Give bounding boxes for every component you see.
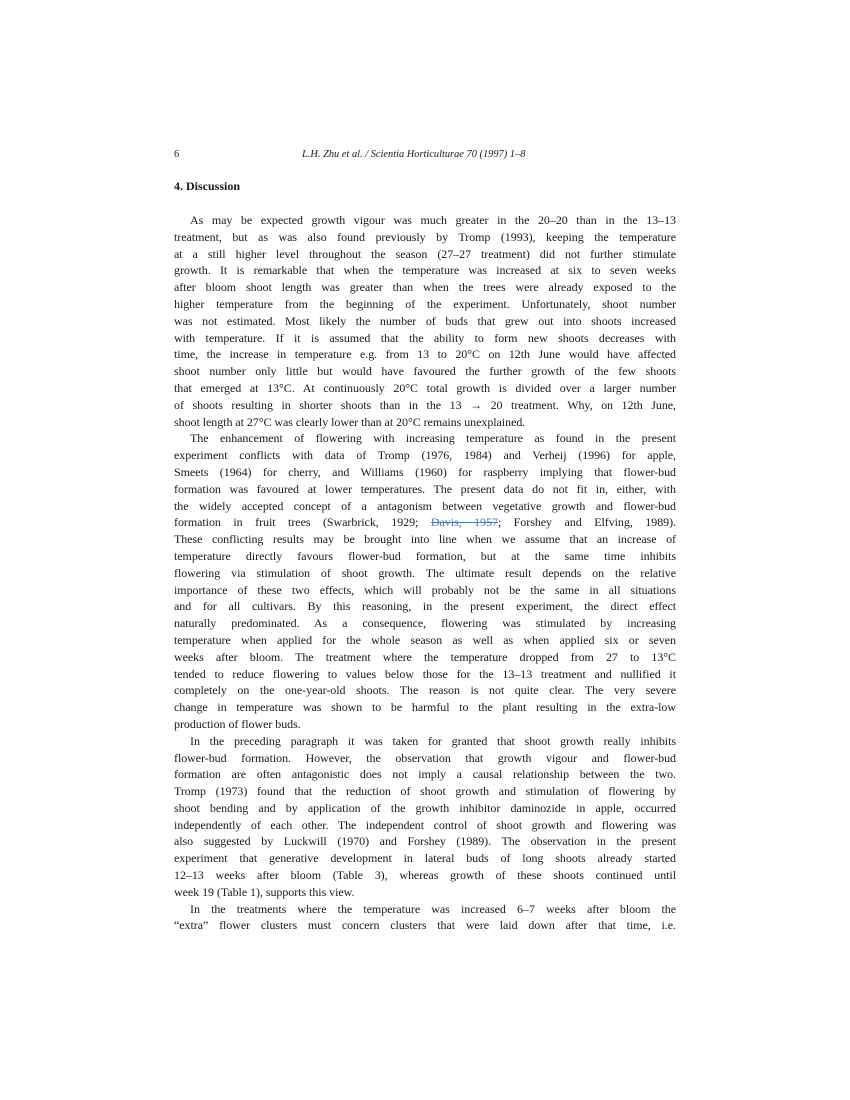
- line-text: As may be expected growth vigour was much greater in the 20–20 than in the 13–13: [190, 213, 676, 227]
- line-text: temperature when applied for the whole season as well as when applied six or seven: [174, 632, 676, 647]
- text-line: [174, 246, 676, 263]
- line-text: with temperature. If it is assumed that the ability to form new shoots decreases with: [174, 330, 676, 345]
- line-text: also suggested by Luckwill (1970) and Forshey (1989). The observation in the present: [174, 834, 676, 849]
- text-line: [174, 582, 676, 599]
- line-text: tended to reduce flowering to values below those for the 13–13 treatment and nullified it: [174, 666, 676, 681]
- text-line: [174, 901, 676, 918]
- line-text: formation in fruit trees (Swarbrick, 1929;: [174, 515, 431, 530]
- discussion-body: [174, 212, 676, 934]
- line-text: flower-bud formation. However, the observation that growth vigour and flower-bud: [174, 750, 676, 765]
- line-text: Smeets (1964) for cherry, and Williams (1960) for raspberry implying that flower-bud: [174, 464, 676, 479]
- text-line: [174, 800, 676, 817]
- line-text: at a still higher level throughout the season (27–27 treatment) did not further stimulate: [174, 246, 676, 261]
- text-line: [174, 615, 676, 632]
- line-text: independently of each other. The independent control of shoot growth and flowering was: [174, 817, 676, 832]
- text-line: [174, 313, 676, 330]
- line-text: production of flower buds.: [174, 716, 301, 731]
- line-text: was not estimated. Most likely the number of buds that grew out into shoots increased: [174, 313, 676, 328]
- text-line: [174, 699, 676, 716]
- text-line: [174, 598, 676, 615]
- text-line: [174, 733, 676, 750]
- line-text: time, the increase in temperature e.g. from 13 to 20°C on 12th June would have affected: [174, 347, 676, 362]
- line-text-continued: ; Forshey and Elfving, 1989).: [497, 515, 676, 530]
- running-title: L.H. Zhu et al. / Scientia Horticulturae 70 (1997) 1–8: [302, 149, 526, 160]
- text-line: [174, 464, 676, 481]
- line-text: 12–13 weeks after bloom (Table 3), whereas growth of these shoots continued until: [174, 868, 676, 883]
- text-line: [174, 884, 676, 901]
- line-text: formation are often antagonistic does not imply a causal relationship between the two.: [174, 767, 676, 782]
- line-text: weeks after bloom. The treatment where the temperature dropped from 27 to 13°C: [174, 649, 676, 664]
- text-line: [174, 262, 676, 279]
- line-text: completely on the one-year-old shoots. The reason is not quite clear. The very severe: [174, 683, 676, 698]
- line-text: treatment, but as was also found previously by Tromp (1993), keeping the temperature: [174, 229, 676, 244]
- line-text: shoot number only little but would have favoured the further growth of the few shoots: [174, 364, 676, 379]
- line-text: In the preceding paragraph it was taken for granted that shoot growth really inhibits: [190, 733, 676, 748]
- line-text: of shoots resulting in shorter shoots than in the 13 → 20 treatment. Why, on 12th June,: [174, 397, 676, 412]
- text-line: [174, 850, 676, 867]
- text-line: [174, 430, 676, 447]
- line-text: experiment that generative development in lateral buds of long shoots already started: [174, 851, 676, 866]
- line-text: after bloom shoot length was greater than when the trees were already exposed to the: [174, 280, 676, 295]
- text-line: [174, 565, 676, 582]
- text-line: [174, 330, 676, 347]
- page-number: 6: [174, 149, 180, 160]
- line-text: naturally predominated. As a consequence, flowering was stimulated by increasing: [174, 616, 676, 631]
- line-text: experiment conflicts with data of Tromp (1976, 1984) and Verheij (1996) for apple,: [174, 448, 676, 463]
- line-text: shoot bending and by application of the growth inhibitor daminozide in apple, occurred: [174, 800, 676, 815]
- line-text: The enhancement of flowering with increasing temperature as found in the present: [190, 431, 676, 446]
- text-line: [174, 766, 676, 783]
- line-text: shoot length at 27°C was clearly lower than at 20°C remains unexplained.: [174, 414, 526, 429]
- line-text: growth. It is remarkable that when the temperature was increased at six to seven weeks: [174, 263, 676, 278]
- text-line: [174, 917, 676, 934]
- line-text: In the treatments where the temperature was increased 6–7 weeks after bloom the: [190, 901, 676, 916]
- struck-citation: Davis, 1957: [430, 515, 498, 530]
- text-line: [174, 447, 676, 464]
- line-text: importance of these two effects, which will probably not be the same in all situations: [174, 582, 676, 597]
- line-text: higher temperature from the beginning of the experiment. Unfortunately, shoot number: [174, 296, 676, 311]
- line-text: the widely accepted concept of a antagonism between vegetative growth and flower-bud: [174, 498, 676, 513]
- text-line: [174, 296, 676, 313]
- text-line: [174, 716, 676, 733]
- text-line: [174, 817, 676, 834]
- line-text: week 19 (Table 1), supports this view.: [174, 884, 355, 899]
- text-line: [174, 783, 676, 800]
- text-line: [174, 363, 676, 380]
- text-line: [174, 229, 676, 246]
- running-header: [174, 147, 676, 163]
- line-text: change in temperature was shown to be harmful to the plant resulting in the extra-low: [174, 700, 676, 715]
- text-line: [174, 498, 676, 515]
- text-line: [174, 666, 676, 683]
- text-line: [174, 346, 676, 363]
- text-line: [174, 833, 676, 850]
- text-line: [174, 531, 676, 548]
- text-line: [174, 632, 676, 649]
- line-text: Tromp (1973) found that the reduction of shoot growth and stimulation of flowering by: [174, 784, 676, 799]
- text-line: [174, 750, 676, 767]
- text-line: [174, 481, 676, 498]
- line-text: and for all cultivars. By this reasoning, in the present experiment, the direct effect: [174, 599, 676, 614]
- text-line: [174, 212, 676, 229]
- text-line: [174, 682, 676, 699]
- text-line: [174, 548, 676, 565]
- line-text: flowering via stimulation of shoot growth. The ultimate result depends on the relative: [174, 565, 676, 580]
- text-line: [174, 414, 676, 431]
- line-text: These conflicting results may be brought into line when we assume that an increase of: [174, 532, 676, 547]
- line-text: formation was favoured at lower temperatures. The present data do not fit in, either, with: [174, 481, 676, 496]
- text-line: [174, 514, 676, 531]
- line-text: temperature directly favours flower-bud formation, but at the same time inhibits: [174, 548, 676, 563]
- text-line: [174, 397, 676, 414]
- section-heading: 4. Discussion: [174, 179, 241, 193]
- text-line: [174, 867, 676, 884]
- text-line: [174, 380, 676, 397]
- text-line: [174, 649, 676, 666]
- line-text: “extra” flower clusters must concern clusters that were laid down after that time, i.e.: [174, 918, 676, 933]
- text-line: [174, 279, 676, 296]
- line-text: that emerged at 13°C. At continuously 20°C total growth is divided over a larger number: [174, 380, 676, 395]
